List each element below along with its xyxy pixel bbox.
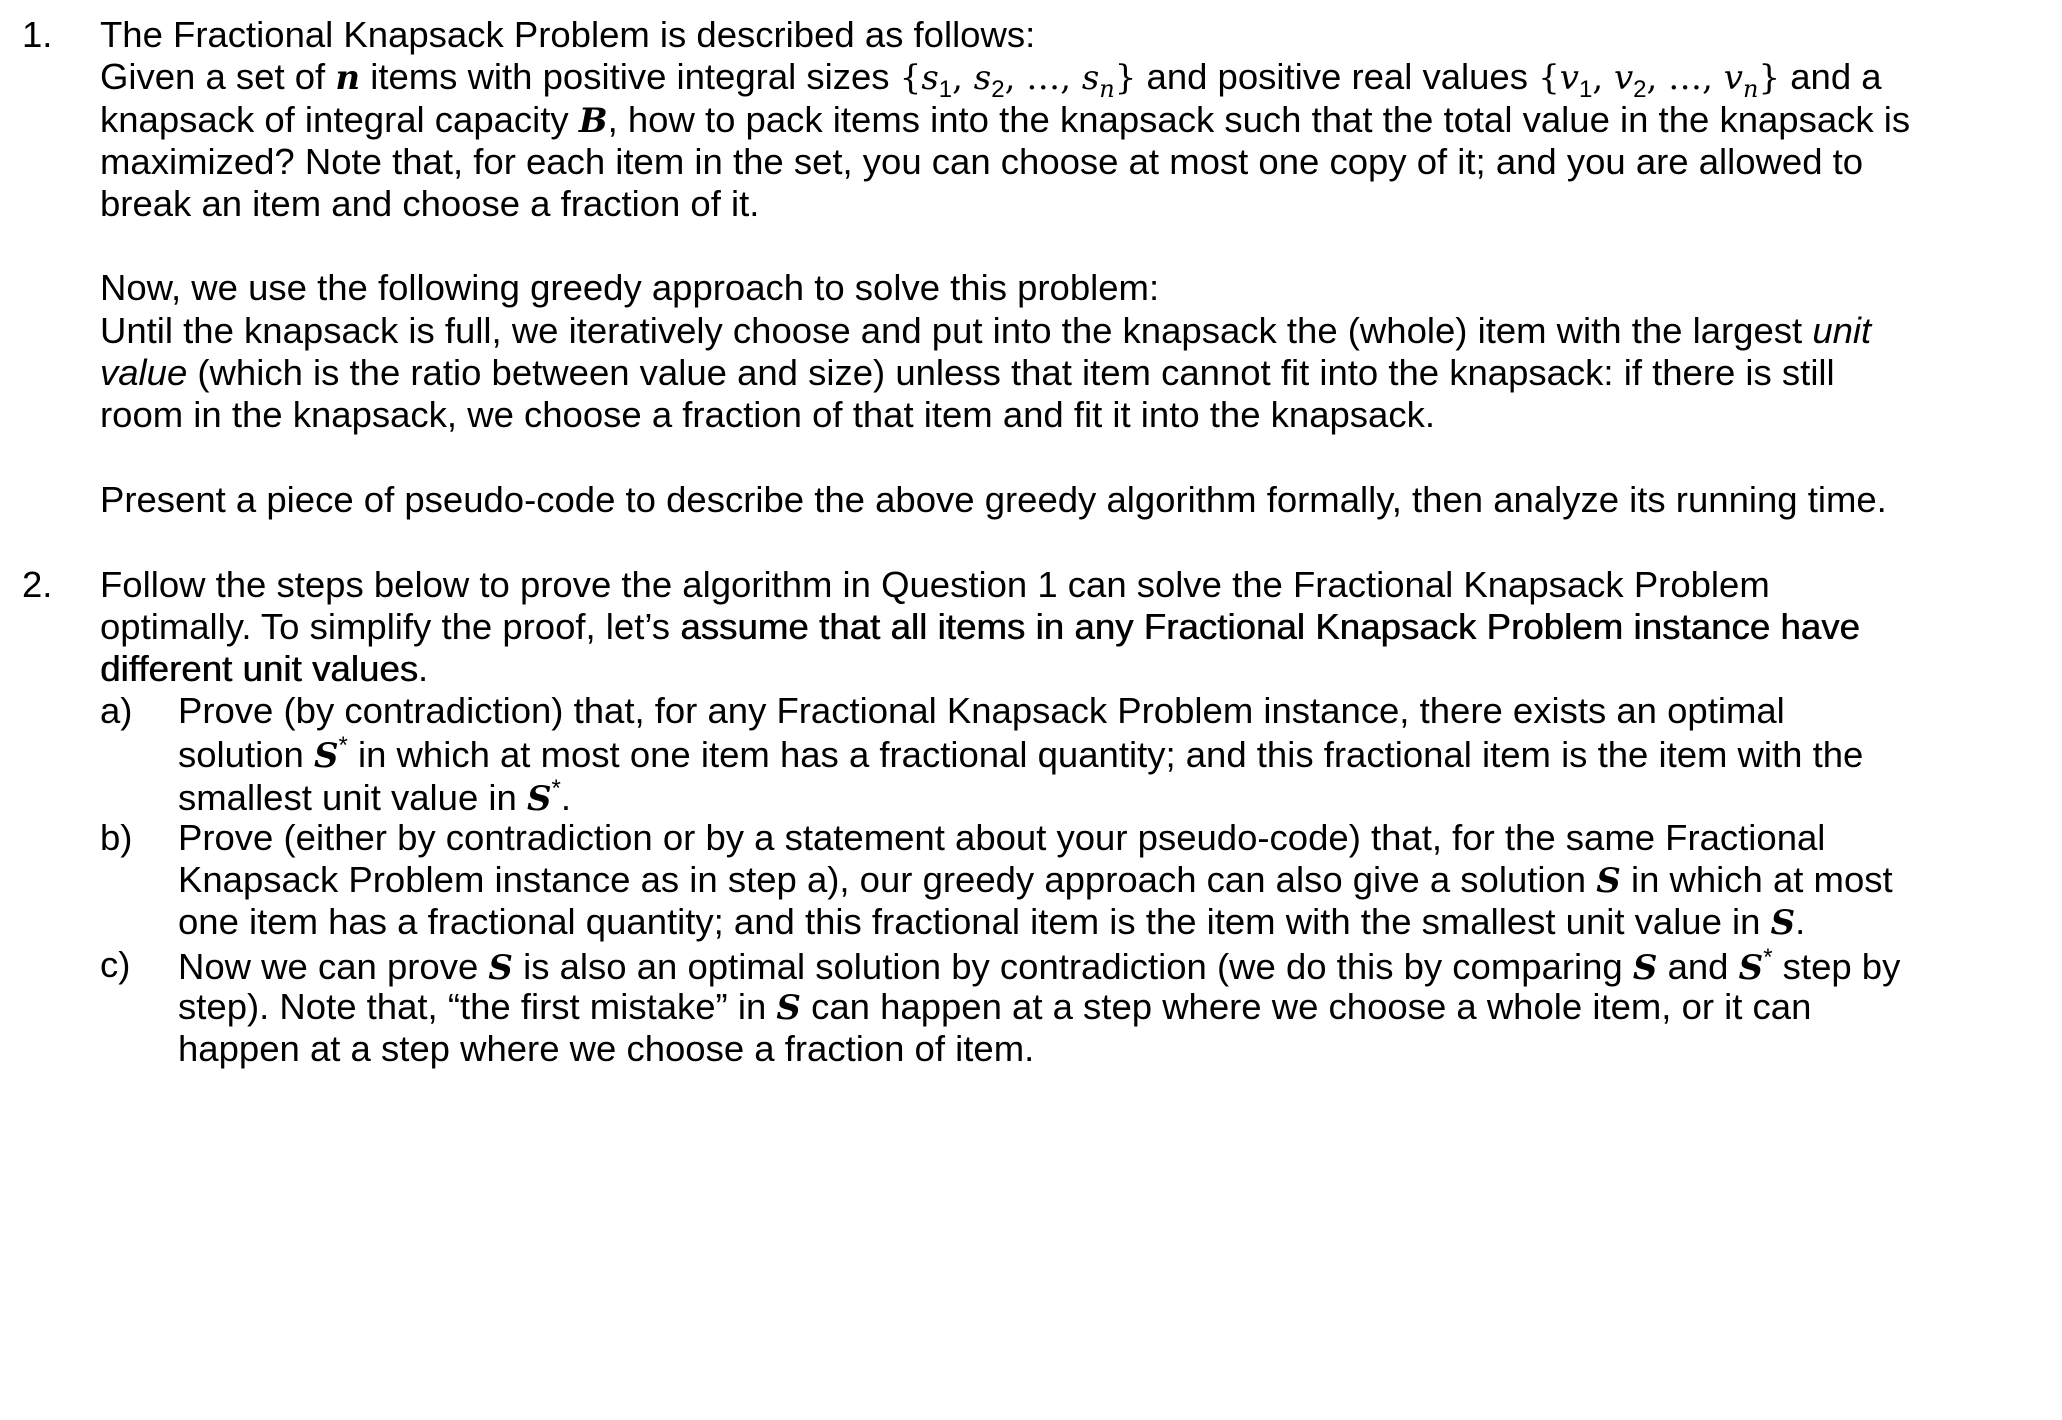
q1-greedy-intro: Now, we use the following greedy approach to solve this problem: xyxy=(100,267,1160,308)
q1-room-line: room in the knapsack, we choose a fraction of that item and fit it into the knapsack. xyxy=(100,394,1435,435)
subpart-label-a: a) xyxy=(100,690,133,731)
q1-given-line: Given a set of n items with positive integral sizes {$s_1$, $s_2$, …, $s_n$} and positive real values {$v_1$, $v_2$, …, $v_n$} and a xyxy=(100,56,1882,103)
q1-break-line: break an item and choose a fraction of it. xyxy=(100,183,760,224)
q2c-line-3: happen at a step where we choose a fraction of item. xyxy=(178,1028,1035,1069)
q1-knapsack-line: knapsack of integral capacity B, how to pack items into the knapsack such that the total value in the knapsack is xyxy=(100,99,1911,141)
subpart-label-c: c) xyxy=(100,944,131,985)
subpart-label-b: b) xyxy=(100,817,133,858)
q2a-line-2: solution S* in which at most one item has a fractional quantity; and this fractional item is the item with the xyxy=(178,732,1864,776)
q2-assumption-line: optimally. To simplify the proof, let’s assume that all items in any Fractional Knapsack Problem instance have xyxy=(100,606,1860,647)
q1-value-line: value (which is the ratio between value and size) unless that item cannot fit into the knapsack: if there is still xyxy=(100,352,1835,393)
q2b-line-2: Knapsack Problem instance as in step a), our greedy approach can also give a solution S in which at most xyxy=(178,859,1893,901)
question-number: 1. xyxy=(22,14,53,55)
question-number: 2. xyxy=(22,564,53,605)
q2a-line-1: Prove (by contradiction) that, for any Fractional Knapsack Problem instance, there exists an optimal xyxy=(178,690,1785,731)
q1-until-line: Until the knapsack is full, we iteratively choose and put into the knapsack the (whole) item with the largest unit xyxy=(100,310,1872,351)
q2c-line-1: Now we can prove S is also an optimal solution by contradiction (we do this by comparing S and S* step by xyxy=(178,944,1901,988)
q2c-line-2: step). Note that, “the first mistake” in S can happen at a step where we choose a whole item, or it can xyxy=(178,986,1812,1028)
q2b-line-1: Prove (either by contradiction or by a statement about your pseudo-code) that, for the same Fractional xyxy=(178,817,1826,858)
q2-follow-line: Follow the steps below to prove the algorithm in Question 1 can solve the Fractional Knapsack Problem xyxy=(100,564,1770,605)
q2a-line-3: smallest unit value in S*. xyxy=(178,775,572,819)
q2-assumption-end: different unit values. xyxy=(100,648,429,689)
q1-maximized-line: maximized? Note that, for each item in the set, you can choose at most one copy of it; and you are allowed to xyxy=(100,141,1864,182)
q1-intro: The Fractional Knapsack Problem is described as follows: xyxy=(100,14,1036,55)
q1-task: Present a piece of pseudo-code to describe the above greedy algorithm formally, then analyze its running time. xyxy=(100,479,1887,520)
q2b-line-3: one item has a fractional quantity; and this fractional item is the item with the smallest unit value in S. xyxy=(178,901,1806,943)
